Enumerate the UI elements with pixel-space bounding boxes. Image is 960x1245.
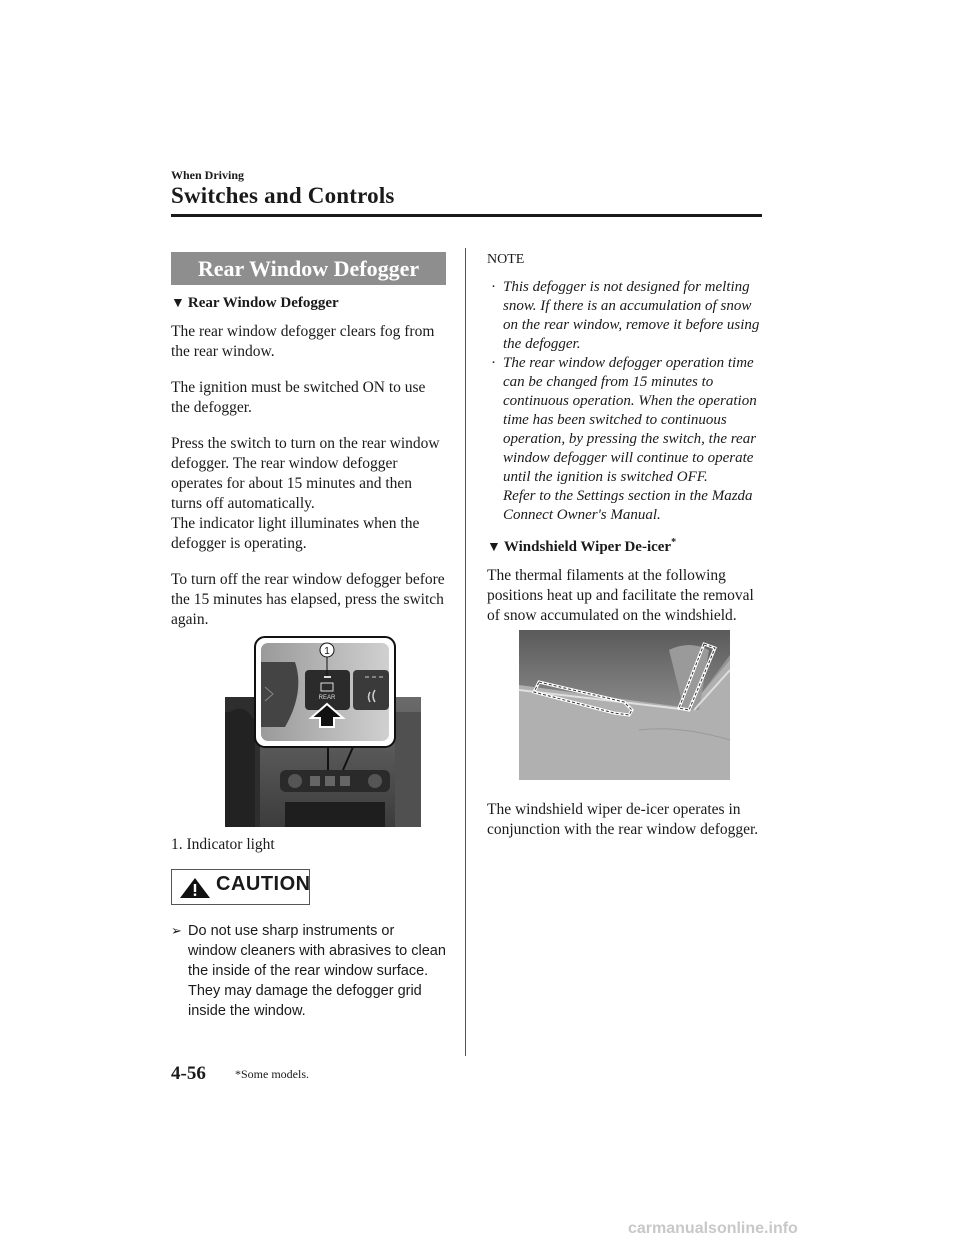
section-banner: Rear Window Defogger (171, 252, 446, 285)
note-list (487, 278, 767, 525)
windshield-deicer-illustration (519, 630, 730, 780)
subhead-rear-defogger (171, 295, 446, 312)
note-item (487, 278, 767, 354)
note-label: NOTE (487, 252, 525, 267)
section-label: When Driving (171, 168, 245, 182)
bullet-dot-icon: · (491, 355, 496, 371)
bullet-dot-icon: · (491, 279, 496, 295)
caution-box (171, 869, 310, 905)
note-item (487, 354, 767, 525)
paragraph: Press the switch to turn on the rear window defogger. The rear window defogger operates for about 15 minutes and then turns off automatically. (171, 435, 440, 512)
defogger-switch-illustration (225, 632, 421, 827)
switch-label: REAR (318, 695, 336, 701)
triangle-bullet-icon: ▼ (487, 540, 501, 555)
arrow-bullet-icon: ➢ (171, 923, 182, 938)
paragraph: To turn off the rear window defogger before the 15 minutes has elapsed, press the switch again. (171, 571, 445, 628)
subhead-text: Windshield Wiper De-icer (503, 539, 672, 555)
note-refer-text: Refer to the Settings section in the Mazda Connect Owner's Manual. (503, 488, 753, 523)
paragraph: The windshield wiper de-icer operates in conjunction with the rear window defogger. (487, 801, 759, 838)
title-rule (171, 214, 762, 217)
subhead-wiper-deicer (487, 537, 767, 556)
caution-text-content: Do not use sharp instruments or window cleaners with abrasives to clean the inside of the rear window surface. They may damage the defogger grid inside the window. (188, 923, 446, 1019)
caution-label: CAUTION (216, 873, 311, 895)
triangle-bullet-icon: ▼ (171, 296, 185, 311)
paragraph: The rear window defogger clears fog from the rear window. (171, 323, 435, 360)
footnote-mark: * (671, 537, 677, 548)
warning-triangle-icon (179, 877, 211, 899)
footnote: *Some models. (235, 1067, 309, 1081)
caution-text (171, 921, 446, 1021)
windshield-illustration (519, 630, 730, 780)
note-item-text: The rear window defogger operation time can be changed from 15 minutes to continuous operation. When the operation time has been switched to continuous operation, by pressing the switch, the rear window defogger will continue to operate until the ignition is switched OFF. (503, 355, 757, 485)
dashboard-illustration (225, 632, 421, 827)
figure-caption: 1. Indicator light (171, 836, 275, 853)
column-divider (465, 248, 466, 1056)
page-number: 4-56 (171, 1063, 206, 1084)
note-item-text: This defogger is not designed for melting snow. If there is an accumulation of snow on the rear window, remove it before using the defogger. (503, 279, 760, 352)
paragraph: The thermal filaments at the following positions heat up and facilitate the removal of snow accumulated on the windshield. (487, 567, 754, 624)
page-title: Switches and Controls (171, 183, 395, 208)
watermark: carmanualsonline.info (628, 1220, 798, 1237)
paragraph: The indicator light illuminates when the defogger is operating. (171, 515, 420, 552)
left-column (171, 252, 446, 1021)
paragraph: The ignition must be switched ON to use the defogger. (171, 379, 426, 416)
callout-number: 1 (324, 646, 330, 657)
subhead-text: Rear Window Defogger (187, 295, 339, 311)
right-column (487, 252, 767, 840)
